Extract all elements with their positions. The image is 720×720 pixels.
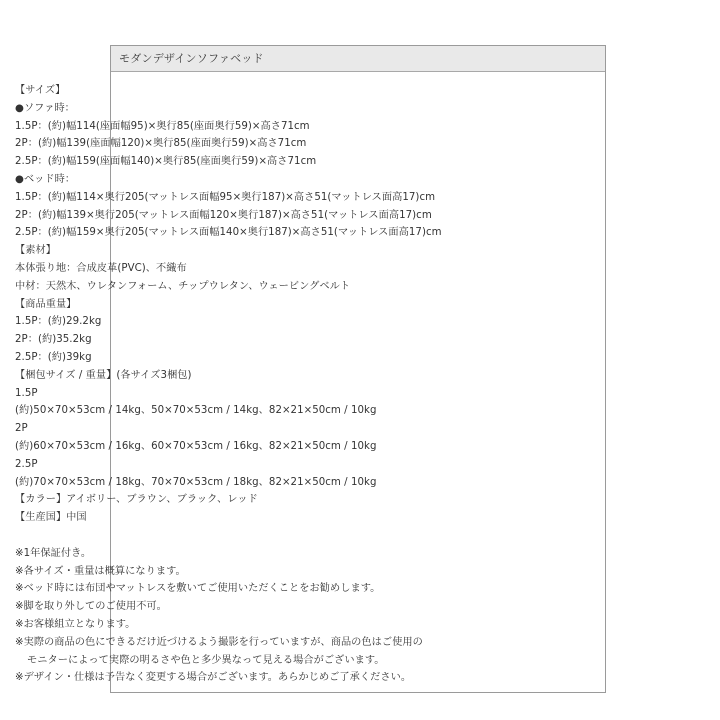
spec-line-colors: 【カラー】アイボリー、ブラウン、ブラック、レッド — [15, 494, 258, 506]
note-assembly: ※お客様組立となります。 — [15, 618, 136, 630]
spec-line-bed-2-5p: 2.5P：(約)幅159×奥行205(マットレス面幅140×奥行187)×高さ51(マットレス面高17)cm — [15, 227, 442, 239]
spec-line-package-2-5p-detail: (約)70×70×53cm / 18kg、70×70×53cm / 18kg、82×21×50cm / 10kg — [15, 476, 377, 488]
spec-line-sofa-1-5p: 1.5P：(約)幅114(座面幅95)×奥行85(座面奥行59)×高さ71cm — [15, 120, 310, 132]
spec-line-weight-2p: 2P：(約)35.2kg — [15, 334, 92, 346]
spec-line-sofa-mode-heading: ●ソファ時： — [15, 102, 75, 114]
spec-line-weight-heading: 【商品重量】 — [15, 298, 77, 310]
spec-spacer — [15, 527, 485, 545]
spec-line-package-2p-label: 2P — [15, 423, 28, 435]
spec-line-bed-mode-heading: ●ベッド時： — [15, 173, 76, 185]
spec-line-sofa-2-5p: 2.5P：(約)幅159(座面幅140)×奥行85(座面奥行59)×高さ71cm — [15, 156, 317, 168]
note-approximate-size: ※各サイズ・重量は概算になります。 — [15, 565, 186, 577]
note-warranty: ※1年保証付き。 — [15, 547, 92, 559]
note-color-disclaimer-1: ※実際の商品の色にできるだけ近づけるよう撮影を行っていますが、商品の色はご使用の — [15, 636, 423, 648]
spec-line-package-1-5p-label: 1.5P — [15, 387, 38, 399]
spec-line-weight-1-5p: 1.5P：(約)29.2kg — [15, 316, 102, 328]
note-bed-use: ※ベッド時には布団やマットレスを敷いてご使用いただくことをお勧めします。 — [15, 583, 381, 595]
spec-line-package-heading: 【梱包サイズ / 重量】(各サイズ3梱包) — [15, 369, 192, 381]
spec-line-package-2p-detail: (約)60×70×53cm / 16kg、60×70×53cm / 16kg、82×21×50cm / 10kg — [15, 440, 377, 452]
spec-line-weight-2-5p: 2.5P：(約)39kg — [15, 351, 92, 363]
spec-line-material-heading: 【素材】 — [15, 245, 56, 257]
note-design-change: ※デザイン・仕様は予告なく変更する場合がございます。あらかじめご了承ください。 — [15, 672, 412, 684]
spec-line-bed-2p: 2P：(約)幅139×奥行205(マットレス面幅120×奥行187)×高さ51(マットレス面高17)cm — [15, 209, 432, 221]
spec-line-filling: 中材：天然木、ウレタンフォーム、チップウレタン、ウェービングベルト — [15, 280, 351, 292]
spec-line-package-1-5p-detail: (約)50×70×53cm / 14kg、50×70×53cm / 14kg、82×21×50cm / 10kg — [15, 405, 377, 417]
spec-line-size-heading: 【サイズ】 — [15, 85, 66, 96]
spec-line-sofa-2p: 2P：(約)幅139(座面幅120)×奥行85(座面奥行59)×高さ71cm — [15, 138, 307, 150]
spec-line-upholstery: 本体張り地：合成皮革(PVC)、不織布 — [15, 262, 187, 274]
note-legs: ※脚を取り外してのご使用不可。 — [15, 601, 167, 613]
spec-content — [15, 82, 485, 687]
note-color-disclaimer-2: モニターによって実際の明るさや色と多少異なって見える場合がございます。 — [27, 654, 385, 666]
spec-line-origin: 【生産国】中国 — [15, 512, 87, 524]
spec-line-package-2-5p-label: 2.5P — [15, 458, 38, 470]
spec-line-bed-1-5p: 1.5P：(約)幅114×奥行205(マットレス面幅95×奥行187)×高さ51(マットレス面高17)cm — [15, 191, 436, 203]
panel-title: モダンデザインソファベッド — [111, 46, 605, 72]
